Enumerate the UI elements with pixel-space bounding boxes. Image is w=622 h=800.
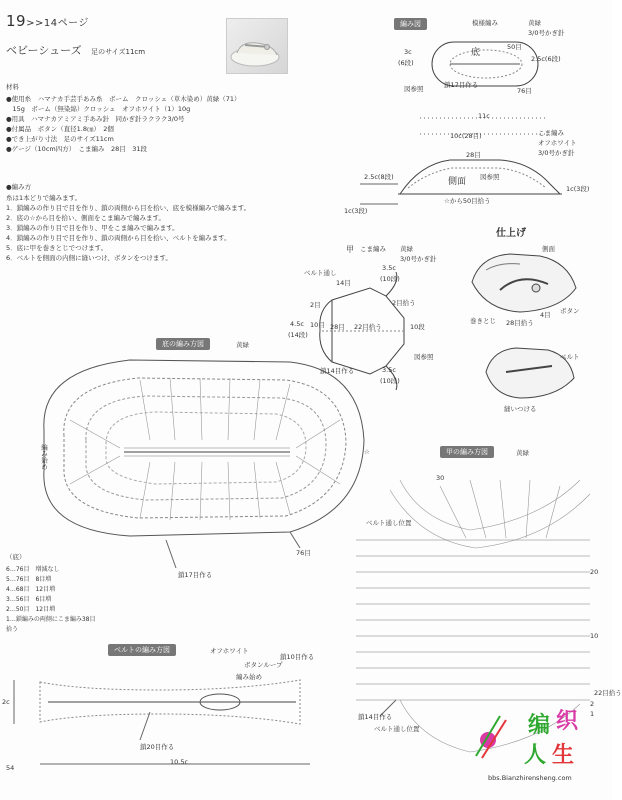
sole-table-heading: （底） — [6, 553, 26, 561]
finishing-label: 側面 — [542, 245, 555, 253]
sole-chart-title: 底の編み方図 — [156, 338, 210, 350]
method-line: 糸は1本どりで編みます。 — [6, 194, 82, 202]
sole-table-row: 6…76目 増減なし — [6, 566, 60, 573]
finishing-label: 縫いつける — [504, 405, 537, 413]
finishing-label: 巻きとじ — [470, 317, 496, 325]
instep-num-1: 1 — [590, 710, 595, 718]
page-number: 54 — [6, 764, 15, 772]
instep-chart-title: 甲の編み方図 — [440, 446, 494, 458]
instep-num-20: 20 — [590, 568, 599, 576]
sole-chart-color: 黄緑 — [236, 341, 249, 349]
instep-label: (10段) — [380, 377, 400, 385]
diagram-label: 黄緑 — [528, 19, 541, 27]
foot-size: 足のサイズ11cm — [91, 48, 146, 56]
instep-label: 鎖14目作る — [320, 367, 355, 375]
arrow-glyph: >> — [26, 18, 44, 29]
material-line: ●ゲージ（10cm四方） こま編み 28目 31段 — [6, 145, 148, 153]
instep-label: 2目 — [310, 301, 321, 309]
instep-label: 4.5c — [290, 320, 304, 328]
sole-table-row: 4…68目 12目増 — [6, 586, 56, 593]
belt-chain-20: 鎖20目作る — [140, 743, 175, 751]
instep-label: (14段) — [288, 331, 308, 339]
diagram-label: 10c(28目) — [450, 132, 482, 140]
instep-num-2: 2 — [590, 700, 595, 708]
belt-chain-10: 鎖10目作る — [280, 653, 315, 661]
method-line: 1．鎖編みの作り目で目を作り、鎖の両側から目を拾い、底を模様編みで編みます。 — [6, 204, 251, 212]
diagram-label: 1c(3段) — [344, 207, 368, 215]
instep-label: こま編み — [360, 245, 386, 253]
finishing-title: 仕上げ — [496, 228, 526, 239]
diagram-label: 図参照 — [480, 173, 500, 181]
diagram-label: (6段) — [398, 59, 414, 67]
material-line: 15g ボーム（無染綿）クロッシェ オフホワイト（1）10g — [6, 105, 191, 113]
ref-page: 14ページ — [43, 18, 89, 29]
logo-char-3: 人 — [524, 743, 547, 768]
instep-label: 3.5c — [382, 366, 396, 374]
knitting-diagram-title: 編み図 — [394, 18, 427, 30]
logo-char-4: 生 — [552, 743, 575, 768]
material-line: ●付属品 ボタン（直径1.8㎝） 2個 — [6, 125, 114, 133]
diagram-label: 2.5c(8段) — [364, 173, 394, 181]
instep-label: ベルト通し — [304, 269, 337, 277]
instep-chart-color: 黄緑 — [516, 449, 529, 457]
sole-start-label: 編み始め — [40, 444, 48, 470]
method-line: 2．底の☆から目を拾い、側面をこま編みで編みます。 — [6, 214, 165, 222]
instep-label: 10目 — [310, 321, 325, 329]
pattern-title: ベビーシューズ — [6, 44, 82, 57]
belt-chart-color: オフホワイト — [210, 647, 249, 655]
instep-label: 黄緑 — [400, 245, 413, 253]
diagram-label: こま編み — [538, 129, 564, 137]
sole-label: 底 — [471, 48, 481, 58]
diagram-label: 11c — [478, 112, 490, 120]
sole-table-row: 2…50目 12目増 — [6, 606, 56, 613]
diagram-label: 1c(3段) — [566, 185, 590, 193]
instep-label: 22目拾う — [354, 323, 382, 331]
diagram-label: オフホワイト — [538, 139, 577, 147]
diagram-label: 50目 — [507, 43, 522, 51]
finishing-label: ボタン — [560, 307, 580, 315]
method-heading: ●編み方 — [6, 183, 32, 191]
sole-table-row: 拾う — [6, 626, 19, 633]
sole-76-label: 76目 — [296, 549, 311, 557]
instep-label: 3.5c — [382, 264, 396, 272]
instep-label: 2目拾う — [392, 299, 416, 307]
instep-label: 図参照 — [414, 353, 434, 361]
diagram-label: ☆から50目拾う — [444, 197, 491, 205]
bbs-text: bbs.Bianzhirensheng.com — [488, 774, 572, 782]
diagram-label: 3/0号かぎ針 — [528, 29, 565, 37]
instep-label: (10段) — [380, 275, 400, 283]
belt-start: 編み始め — [236, 673, 262, 681]
diagram-label: 28目 — [466, 151, 481, 159]
instep-num-10: 10 — [590, 632, 599, 640]
logo-char-2: 织 — [556, 709, 579, 734]
finishing-label: ベルト — [560, 353, 580, 361]
instep-pick-22: 22目拾う — [594, 689, 622, 697]
belt-height: 2c — [2, 698, 10, 706]
diagram-label: 2.5c(6段) — [531, 55, 561, 63]
diagram-label: 3/0号かぎ針 — [538, 149, 575, 157]
instep-label: 3/0号かぎ針 — [400, 255, 437, 263]
instep-chain-14: 鎖14目作る — [358, 713, 393, 721]
belt-button-loop: ボタンループ — [244, 661, 283, 669]
material-line: ●用具 ハマナカアミアミ手あみ針 同かぎ針ラクラク3/0号 — [6, 115, 185, 123]
method-line: 3．鎖編みの作り目で目を作り、甲をこま編みで編みます。 — [6, 224, 179, 232]
sole-star-label: ☆ — [364, 448, 370, 456]
side-label: 側面 — [448, 177, 467, 187]
sole-table-row: 5…76目 8目増 — [6, 576, 52, 583]
materials-heading: 材料 — [6, 83, 19, 91]
method-line: 4．鎖編みの作り目で目を作り、鎖の両側から目を拾い、ベルトを編みます。 — [6, 234, 231, 242]
instep-title: 甲 — [346, 245, 354, 254]
diagram-label: 模様編み — [472, 19, 498, 27]
diagram-label: 図参照 — [404, 85, 424, 93]
diagram-label: 3c — [404, 48, 412, 56]
belt-width: 10.5c — [170, 758, 189, 766]
diagram-label: 76目 — [517, 87, 532, 95]
finishing-label: 28目拾う — [506, 319, 534, 327]
instep-label: 28目 — [330, 323, 345, 331]
sole-chain-label: 鎖17目作る — [178, 571, 213, 579]
instep-label: 14目 — [336, 279, 351, 287]
diagram-label: 鎖17目作る — [444, 81, 479, 89]
pattern-number-value: 19 — [6, 12, 27, 30]
method-line: 5．底に甲を巻きとじでつけます。 — [6, 244, 108, 252]
sole-table-row: 1…鎖編みの両側にこま編み38目 — [6, 616, 96, 623]
method-line: 6．ベルトを側面の内側に縫いつけ、ボタンをつけます。 — [6, 254, 172, 262]
instep-label: 10段 — [410, 323, 425, 331]
logo-char-1: 编 — [528, 713, 551, 738]
instep-belt-pos-top: ベルト通し位置 — [366, 519, 412, 527]
instep-num-30: 30 — [436, 474, 445, 482]
material-line: ●使用糸 ハマナカ手芸手あみ糸 ボーム クロッシェ（草木染め）黄緑（71） — [6, 95, 241, 103]
belt-chart-title: ベルトの編み方図 — [108, 644, 176, 656]
sole-table-row: 3…56目 6目増 — [6, 596, 52, 603]
material-line: ●でき上がり寸法 足のサイズ11cm — [6, 135, 114, 143]
instep-belt-pos-bottom: ベルト通し位置 — [374, 725, 420, 733]
finishing-label: 4目 — [540, 311, 551, 319]
